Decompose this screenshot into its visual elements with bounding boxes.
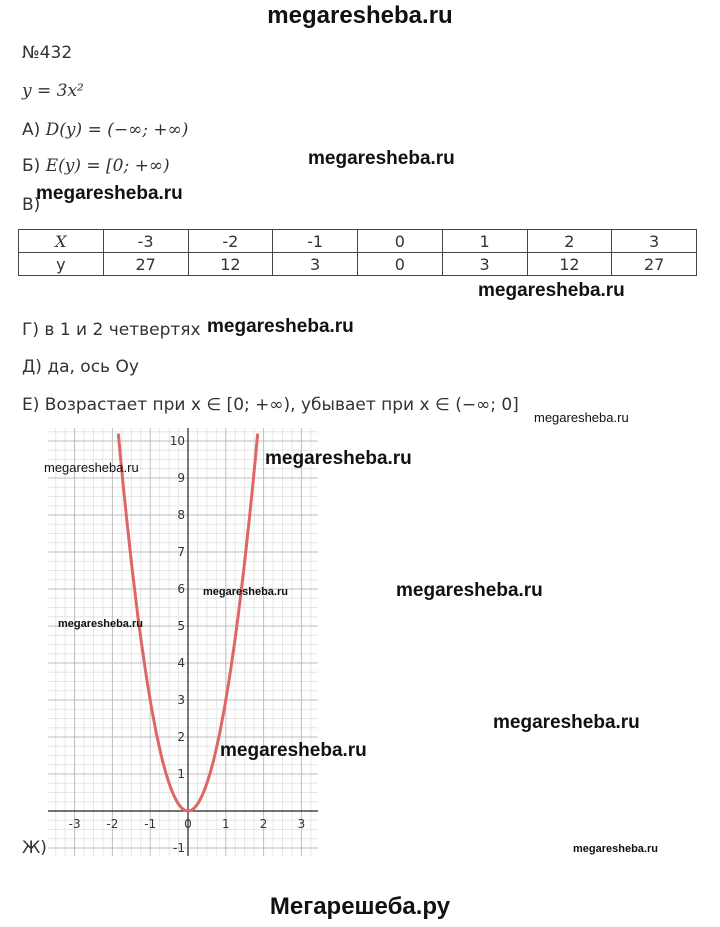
y-tick-label: 2 (177, 730, 185, 744)
x-tick-label: 1 (221, 817, 230, 831)
answer-zh-label: Ж) (22, 838, 47, 858)
grid-major (48, 428, 318, 856)
y-tick-label: 5 (177, 619, 185, 633)
watermark: megaresheba.ru (220, 740, 367, 761)
y-tick-label: 7 (177, 545, 185, 559)
y-tick-label: 4 (177, 656, 185, 670)
y-tick-label: -1 (173, 841, 185, 855)
y-tick-label: 9 (177, 471, 185, 485)
answer-g-label: Г) (22, 320, 39, 340)
table-cell: 3 (612, 230, 697, 253)
y-tick-label: 6 (177, 582, 185, 596)
answer-b-label: Б) (22, 156, 41, 176)
answer-a-text: D(y) = (−∞; +∞) (45, 120, 189, 140)
table-cell: 12 (527, 253, 612, 276)
watermark: megaresheba.ru (493, 712, 640, 733)
y-tick-label: 8 (177, 508, 185, 522)
x-tick-label: 0 (184, 817, 192, 831)
table-header-x: X (19, 230, 104, 253)
table-cell: 27 (612, 253, 697, 276)
table-cell: 1 (442, 230, 527, 253)
graph-axes (48, 428, 318, 856)
watermark: megaresheba.ru (265, 448, 412, 469)
watermark: megaresheba.ru (203, 586, 288, 598)
answer-b-text: E(y) = [0; +∞) (45, 156, 170, 176)
table-cell: -2 (188, 230, 273, 253)
y-tick-label: 10 (169, 434, 185, 448)
x-tick-label: 2 (259, 817, 268, 831)
function-formula: y = 3x² (22, 81, 84, 101)
watermark: megaresheba.ru (207, 316, 354, 337)
x-tick-label: -3 (68, 817, 81, 831)
x-tick-label: -2 (106, 817, 119, 831)
table-cell: -3 (103, 230, 188, 253)
table-cell: -1 (273, 230, 358, 253)
y-tick-label: 1 (177, 767, 185, 781)
watermark: megaresheba.ru (573, 843, 658, 855)
table-cell: 27 (103, 253, 188, 276)
table-cell: 3 (273, 253, 358, 276)
table-cell: 2 (527, 230, 612, 253)
table-cell: 0 (358, 253, 443, 276)
y-tick-label: 3 (177, 693, 185, 707)
table-cell: 0 (358, 230, 443, 253)
watermark: megaresheba.ru (58, 618, 143, 630)
table-header-y: у (19, 253, 104, 276)
x-tick-label: 3 (297, 817, 306, 831)
watermark: megaresheba.ru (36, 183, 183, 204)
watermark: megaresheba.ru (534, 410, 629, 425)
answer-e-label: Е) (22, 395, 40, 415)
answer-d-label: Д) (22, 357, 42, 377)
answer-a-label: А) (22, 120, 41, 140)
table-cell: 3 (442, 253, 527, 276)
answer-d-text: да, ось Оу (47, 357, 139, 377)
watermark: megaresheba.ru (44, 460, 139, 475)
answer-g-text: в 1 и 2 четвертях (44, 320, 201, 340)
answer-e-text: Возрастает при x ∈ [0; +∞), убывает при x ∈ (−∞; 0] (44, 395, 519, 415)
watermark: megaresheba.ru (396, 580, 543, 601)
table-cell: 12 (188, 253, 273, 276)
answer-c-label: В) (22, 195, 41, 215)
x-tick-label: -1 (144, 817, 157, 831)
site-footer: Мегарешеба.ру (269, 893, 451, 920)
watermark: megaresheba.ru (308, 148, 455, 169)
watermark: megaresheba.ru (478, 280, 625, 301)
grid-minor (48, 428, 318, 856)
problem-number: №432 (22, 43, 73, 63)
site-header: megaresheba.ru (267, 2, 453, 29)
